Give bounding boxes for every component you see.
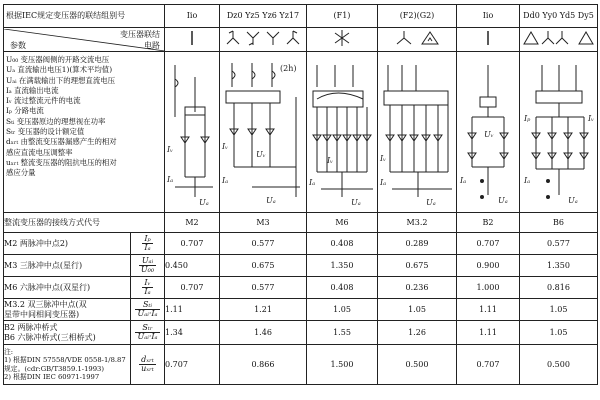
table-cell: 1.46 [220, 321, 307, 345]
table-cell: 0.816 [520, 277, 598, 299]
legend-item: 感应直流电压调整率 [6, 147, 73, 157]
corner-cell [4, 28, 165, 52]
svg-text:Uₐ: Uₐ [199, 198, 209, 207]
table-row [4, 345, 598, 385]
table-cell: 1.11 [165, 299, 220, 321]
row-label: M2 两脉冲中点2) [4, 233, 131, 255]
group-header: (F1) [307, 5, 378, 28]
winding-symbol-cell [220, 28, 307, 52]
table-cell: 1.500 [307, 345, 378, 385]
group-header: Dd0 Yy0 Yd5 Dy5 [520, 5, 598, 28]
legend-item: Sₜᵣ 变压器的设计额定值 [6, 127, 85, 137]
table-cell: 0.707 [165, 233, 220, 255]
group-header: Iio [165, 5, 220, 28]
svg-text:Uₐ: Uₐ [266, 196, 276, 205]
table-cell: 0.289 [378, 233, 457, 255]
table-cell: 1.11 [457, 299, 520, 321]
svg-text:Iᵥ: Iᵥ [587, 114, 594, 123]
table-cell: 0.707 [165, 277, 220, 299]
table-cell: 0.900 [457, 255, 520, 277]
table-cell: 0.577 [220, 233, 307, 255]
table-row [4, 233, 598, 255]
circuit-note-2h: (2h) [280, 64, 297, 73]
symbol-legend [4, 52, 165, 213]
rectifier-transformer-table [3, 4, 598, 385]
svg-text:Uₐ: Uₐ [351, 198, 361, 207]
table-cell: 1.11 [457, 321, 520, 345]
corner-label-transformer: 变压器联结 [120, 29, 160, 39]
svg-text:Uₐ: Uₐ [498, 196, 508, 205]
zigzag-star-winding-icon [223, 28, 303, 48]
svg-text:Iₐ: Iₐ [309, 178, 316, 187]
table-cell: 1.000 [457, 277, 520, 299]
table-cell: 0.450 [165, 255, 220, 277]
m3-circuit-diagram [220, 57, 306, 207]
b6-circuit-diagram [522, 57, 596, 207]
ratio-symbol: $\frac{\text{Iₚ}}{\text{Iₐ}}$ [131, 233, 165, 255]
table-title: 根据IEC规定变压器的联结组别号 [4, 5, 165, 28]
circuit-diagram-cell [165, 52, 220, 213]
double-star-winding-icon [330, 28, 354, 48]
svg-text:Uᵥ: Uᵥ [256, 150, 266, 159]
table-row [4, 321, 598, 345]
circuit-diagram-cell [378, 52, 457, 213]
table-cell: 1.21 [220, 299, 307, 321]
group-header: Iio [457, 5, 520, 28]
legend-item: 感应分量 [6, 168, 36, 178]
type-code: B6 [520, 213, 598, 233]
legend-item: Uₐ 直流输出电压1)(算术平均值) [6, 65, 113, 75]
row-label-notes: 注: 1) 根据DIN 57558/VDE 0558-1/8.87 规定。(cdr:GB/T3859.1-1993) 2) 根据DIN IEC 60971-1997 [4, 345, 131, 385]
circuit-diagram-cell [520, 52, 598, 213]
table-cell: 0.236 [378, 277, 457, 299]
table-cell: 0.577 [220, 277, 307, 299]
legend-item: Iₚ 分路电流 [6, 106, 44, 116]
table-row [4, 277, 598, 299]
legend-item: Uₐᵢ 在满载输出下的理想直流电压 [6, 75, 115, 85]
table-cell: 1.05 [378, 299, 457, 321]
svg-text:Uᵥ: Uᵥ [484, 130, 494, 139]
row-label: M3.2 双三脉冲中点(双 星带中间相间变压器) [4, 299, 131, 321]
table-cell: 1.05 [307, 299, 378, 321]
star-delta-winding-icon [392, 28, 442, 48]
corner-label-circuit: 电路 [144, 40, 160, 50]
table-cell: 0.707 [457, 345, 520, 385]
table-cell: 1.05 [520, 321, 598, 345]
group-header: Dz0 Yz5 Yz6 Yz17 [220, 5, 307, 28]
type-code: M2 [165, 213, 220, 233]
svg-text:Iₐ: Iₐ [167, 175, 174, 184]
table-cell: 0.675 [220, 255, 307, 277]
ratio-symbol: $\frac{\text{Iᵥ}}{\text{Iₐ}}$ [131, 277, 165, 299]
row-label: M3 三脉冲中点(星行) [4, 255, 131, 277]
ratio-symbol: $\frac{\text{Sₜᵣ}}{\text{Uₐᵢ·Iₐ}}$ [131, 321, 165, 345]
svg-text:Iᵥ: Iᵥ [167, 145, 174, 154]
svg-text:Iₐ: Iₐ [380, 178, 387, 187]
table-cell: 0.500 [520, 345, 598, 385]
table-row [4, 299, 598, 321]
svg-text:Iₐ: Iₐ [523, 176, 530, 185]
m2-circuit-diagram [165, 57, 219, 207]
type-code: M6 [307, 213, 378, 233]
delta-star-winding-icon [521, 28, 597, 48]
legend-item: U₀₀ 变压器阀侧的开路交流电压 [6, 55, 110, 64]
svg-text:Uₐ: Uₐ [567, 196, 578, 205]
table-row [4, 255, 598, 277]
circuit-diagram-cell [220, 52, 307, 213]
table-cell: 0.500 [378, 345, 457, 385]
ratio-symbol: $\frac{\text{dₓᵣₜ}}{\text{uₓᵣₜ}}$ [131, 345, 165, 385]
svg-text:Iₚ: Iₚ [523, 114, 530, 123]
table-cell: 1.26 [378, 321, 457, 345]
table-cell: 1.350 [307, 255, 378, 277]
type-code: M3 [220, 213, 307, 233]
single-phase-winding-icon [182, 28, 202, 48]
ratio-symbol: $\frac{\text{Uₐᵢ}}{\text{U₀₀}}$ [131, 255, 165, 277]
table-cell: 0.408 [307, 277, 378, 299]
winding-symbol-cell [457, 28, 520, 52]
type-row-label: 整流变压器的接线方式代号 [4, 213, 165, 233]
table-cell: 1.350 [520, 255, 598, 277]
winding-symbol-cell [378, 28, 457, 52]
winding-symbol-cell [520, 28, 598, 52]
table-cell: 0.675 [378, 255, 457, 277]
legend-item: dₓᵣₜ 由整流变压器漏感产生的相对 [6, 137, 117, 147]
table-cell: 1.34 [165, 321, 220, 345]
ratio-symbol: $\frac{\text{Sₜᵢ}}{\text{Uₐᵢ·Iₐ}}$ [131, 299, 165, 321]
legend-item: Iᵥ 流过整流元件的电流 [6, 96, 81, 106]
winding-symbol-cell [165, 28, 220, 52]
row-label: B2 两脉冲桥式 B6 六脉冲桥式(三相桥式) [4, 321, 131, 345]
corner-label-parameter: 参数 [10, 40, 26, 50]
svg-text:Iₐ: Iₐ [460, 176, 467, 185]
svg-text:Iᵥ: Iᵥ [380, 154, 387, 163]
circuit-diagram-cell [457, 52, 520, 213]
table-cell: 0.707 [165, 345, 220, 385]
table-cell: 0.707 [457, 233, 520, 255]
type-code: B2 [457, 213, 520, 233]
table-cell: 0.866 [220, 345, 307, 385]
m3-2-circuit-diagram [378, 57, 456, 207]
circuit-diagram-cell [307, 52, 378, 213]
table-cell: 0.408 [307, 233, 378, 255]
svg-text:Uₐ: Uₐ [426, 198, 436, 207]
table-cell: 0.577 [520, 233, 598, 255]
svg-text:Iᵥ: Iᵥ [327, 156, 334, 165]
single-phase-bridge-winding-icon [478, 28, 498, 48]
legend-item: Iₐ 直流输出电流 [6, 85, 59, 95]
legend-item: Sₜᵢ 变压器原边的理想视在功率 [6, 116, 106, 126]
svg-text:Iᵥ: Iᵥ [222, 142, 229, 151]
svg-text:Iₐ: Iₐ [222, 176, 229, 185]
winding-symbol-cell [307, 28, 378, 52]
legend-item: uₓᵣₜ 整流变压器的阻抗电压的相对 [6, 157, 117, 167]
type-code: M3.2 [378, 213, 457, 233]
b2-circuit-diagram [458, 57, 518, 207]
row-label: M6 六脉冲中点(双星行) [4, 277, 131, 299]
table-cell: 1.05 [520, 299, 598, 321]
m6-circuit-diagram [307, 57, 377, 207]
table-cell: 1.55 [307, 321, 378, 345]
group-header: (F2)(G2) [378, 5, 457, 28]
